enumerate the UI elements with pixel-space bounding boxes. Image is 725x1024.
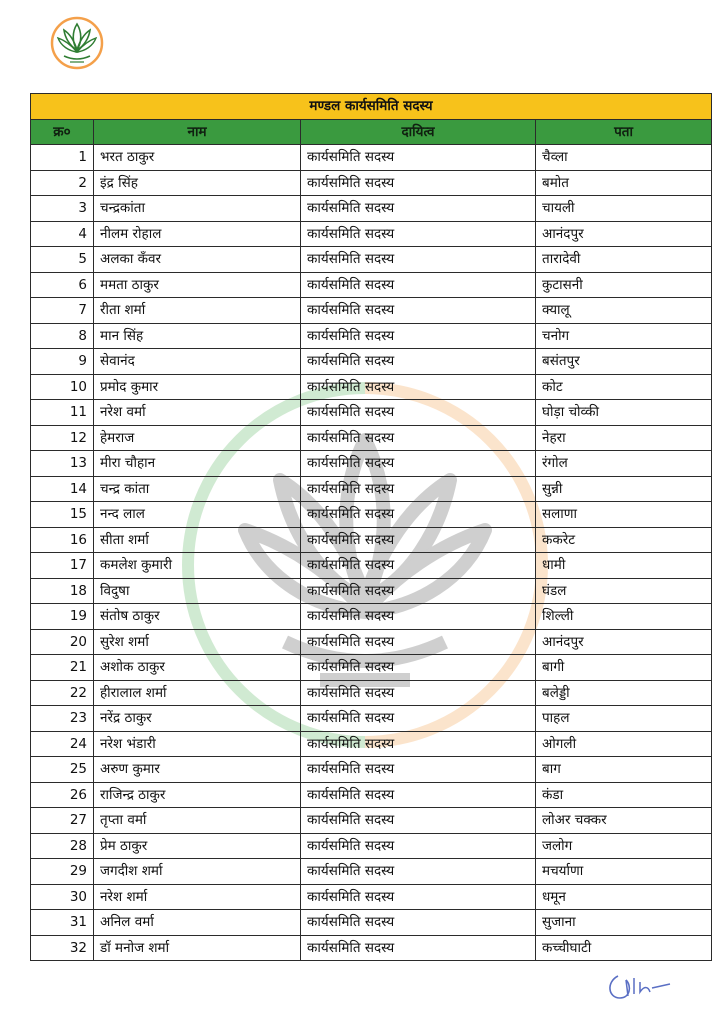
row-name: अनिल वर्मा — [94, 910, 301, 936]
table-row — [31, 680, 712, 706]
row-address: ककरेट — [536, 527, 712, 553]
row-role: कार्यसमिति सदस्य — [301, 298, 536, 324]
row-address: रंगोल — [536, 451, 712, 477]
row-role: कार्यसमिति सदस्य — [301, 374, 536, 400]
row-sn: 20 — [31, 629, 94, 655]
row-name: रीता शर्मा — [94, 298, 301, 324]
row-sn: 9 — [31, 349, 94, 375]
row-address: ओगली — [536, 731, 712, 757]
row-role: कार्यसमिति सदस्य — [301, 476, 536, 502]
row-role: कार्यसमिति सदस्य — [301, 604, 536, 630]
row-name: सुरेश शर्मा — [94, 629, 301, 655]
table-row — [31, 451, 712, 477]
row-sn: 21 — [31, 655, 94, 681]
row-role: कार्यसमिति सदस्य — [301, 400, 536, 426]
row-address: शिल्ली — [536, 604, 712, 630]
row-address: बमोत — [536, 170, 712, 196]
lotus-logo-icon — [50, 16, 104, 74]
table-row — [31, 578, 712, 604]
header-name: नाम — [94, 119, 301, 145]
row-address: पाहल — [536, 706, 712, 732]
row-sn: 2 — [31, 170, 94, 196]
row-name: मान सिंह — [94, 323, 301, 349]
row-name: नीलम रोहाल — [94, 221, 301, 247]
table-row — [31, 400, 712, 426]
row-name: अशोक ठाकुर — [94, 655, 301, 681]
row-sn: 32 — [31, 935, 94, 961]
table-row — [31, 196, 712, 222]
row-role: कार्यसमिति सदस्य — [301, 782, 536, 808]
header-address: पता — [536, 119, 712, 145]
row-name: सीता शर्मा — [94, 527, 301, 553]
row-role: कार्यसमिति सदस्य — [301, 553, 536, 579]
row-sn: 3 — [31, 196, 94, 222]
row-name: इंद्र सिंह — [94, 170, 301, 196]
row-address: धामी — [536, 553, 712, 579]
row-sn: 27 — [31, 808, 94, 834]
row-name: अरुण कुमार — [94, 757, 301, 783]
row-address: नेहरा — [536, 425, 712, 451]
row-name: नरेश वर्मा — [94, 400, 301, 426]
row-sn: 17 — [31, 553, 94, 579]
table-row — [31, 782, 712, 808]
row-sn: 23 — [31, 706, 94, 732]
table-row — [31, 910, 712, 936]
table-row — [31, 527, 712, 553]
row-role: कार्यसमिति सदस्य — [301, 451, 536, 477]
row-role: कार्यसमिति सदस्य — [301, 425, 536, 451]
row-name: जगदीश शर्मा — [94, 859, 301, 885]
row-name: विदुषा — [94, 578, 301, 604]
row-address: मचर्याणा — [536, 859, 712, 885]
header-role: दायित्व — [301, 119, 536, 145]
row-address: चनोग — [536, 323, 712, 349]
row-address: बागी — [536, 655, 712, 681]
row-name: नरेश भंडारी — [94, 731, 301, 757]
row-sn: 6 — [31, 272, 94, 298]
row-name: तृप्ता वर्मा — [94, 808, 301, 834]
row-name: संतोष ठाकुर — [94, 604, 301, 630]
row-role: कार्यसमिति सदस्य — [301, 349, 536, 375]
row-sn: 30 — [31, 884, 94, 910]
table-row — [31, 553, 712, 579]
row-sn: 29 — [31, 859, 94, 885]
row-sn: 22 — [31, 680, 94, 706]
row-sn: 26 — [31, 782, 94, 808]
row-name: चन्द्रकांता — [94, 196, 301, 222]
row-sn: 16 — [31, 527, 94, 553]
table-row — [31, 706, 712, 732]
row-role: कार्यसमिति सदस्य — [301, 170, 536, 196]
row-sn: 14 — [31, 476, 94, 502]
row-name: नरेश शर्मा — [94, 884, 301, 910]
row-address: लोअर चक्कर — [536, 808, 712, 834]
row-name: प्रमोद कुमार — [94, 374, 301, 400]
table-header-row — [31, 119, 712, 145]
row-sn: 12 — [31, 425, 94, 451]
table-row — [31, 374, 712, 400]
table-row — [31, 221, 712, 247]
row-role: कार्यसमिति सदस्य — [301, 680, 536, 706]
row-name: चन्द्र कांता — [94, 476, 301, 502]
row-sn: 13 — [31, 451, 94, 477]
table-row — [31, 604, 712, 630]
row-role: कार्यसमिति सदस्य — [301, 502, 536, 528]
table-row — [31, 349, 712, 375]
member-table — [30, 93, 712, 961]
row-sn: 19 — [31, 604, 94, 630]
row-sn: 5 — [31, 247, 94, 273]
row-address: कुटासनी — [536, 272, 712, 298]
table-row — [31, 323, 712, 349]
row-sn: 11 — [31, 400, 94, 426]
row-address: तारादेवी — [536, 247, 712, 273]
row-name: ममता ठाकुर — [94, 272, 301, 298]
row-address: जलोग — [536, 833, 712, 859]
row-address: घंडल — [536, 578, 712, 604]
table-row — [31, 629, 712, 655]
row-sn: 15 — [31, 502, 94, 528]
row-name: नन्द लाल — [94, 502, 301, 528]
row-address: आनंदपुर — [536, 629, 712, 655]
row-role: कार्यसमिति सदस्य — [301, 145, 536, 171]
table-row — [31, 757, 712, 783]
table-row — [31, 884, 712, 910]
row-name: नरेंद्र ठाकुर — [94, 706, 301, 732]
row-address: बलेड्डी — [536, 680, 712, 706]
row-address: बसंतपुर — [536, 349, 712, 375]
table-row — [31, 476, 712, 502]
row-role: कार्यसमिति सदस्य — [301, 196, 536, 222]
row-sn: 8 — [31, 323, 94, 349]
row-address: सुजाना — [536, 910, 712, 936]
row-sn: 1 — [31, 145, 94, 171]
row-sn: 28 — [31, 833, 94, 859]
row-address: धमून — [536, 884, 712, 910]
row-address: बाग — [536, 757, 712, 783]
table-row — [31, 247, 712, 273]
row-role: कार्यसमिति सदस्य — [301, 247, 536, 273]
row-address: कंडा — [536, 782, 712, 808]
table-title-row — [31, 94, 712, 120]
table-row — [31, 425, 712, 451]
row-role: कार्यसमिति सदस्य — [301, 706, 536, 732]
row-role: कार्यसमिति सदस्य — [301, 833, 536, 859]
row-sn: 4 — [31, 221, 94, 247]
row-role: कार्यसमिति सदस्य — [301, 757, 536, 783]
row-name: कमलेश कुमारी — [94, 553, 301, 579]
table-row — [31, 502, 712, 528]
row-sn: 31 — [31, 910, 94, 936]
table-title: मण्डल कार्यसमिति सदस्य — [31, 94, 712, 120]
table-row — [31, 935, 712, 961]
table-row — [31, 272, 712, 298]
row-role: कार्यसमिति सदस्य — [301, 221, 536, 247]
row-role: कार्यसमिति सदस्य — [301, 655, 536, 681]
row-role: कार्यसमिति सदस्य — [301, 527, 536, 553]
row-address: आनंदपुर — [536, 221, 712, 247]
row-name: प्रेम ठाकुर — [94, 833, 301, 859]
table-row — [31, 808, 712, 834]
row-name: राजिन्द्र ठाकुर — [94, 782, 301, 808]
row-address: सलाणा — [536, 502, 712, 528]
row-role: कार्यसमिति सदस्य — [301, 629, 536, 655]
row-sn: 24 — [31, 731, 94, 757]
row-name: भरत ठाकुर — [94, 145, 301, 171]
row-name: सेवानंद — [94, 349, 301, 375]
row-sn: 7 — [31, 298, 94, 324]
row-name: अलका कँवर — [94, 247, 301, 273]
table-row — [31, 655, 712, 681]
row-address: चायली — [536, 196, 712, 222]
row-address: चैव्ला — [536, 145, 712, 171]
row-address: घोड़ा चोव्की — [536, 400, 712, 426]
row-role: कार्यसमिति सदस्य — [301, 731, 536, 757]
row-address: सुन्नी — [536, 476, 712, 502]
row-name: हेमराज — [94, 425, 301, 451]
header-sn: क्र० — [31, 119, 94, 145]
row-name: डॉ मनोज शर्मा — [94, 935, 301, 961]
row-name: मीरा चौहान — [94, 451, 301, 477]
table-row — [31, 298, 712, 324]
row-name: हीरालाल शर्मा — [94, 680, 301, 706]
row-role: कार्यसमिति सदस्य — [301, 272, 536, 298]
row-role: कार्यसमिति सदस्य — [301, 935, 536, 961]
row-sn: 25 — [31, 757, 94, 783]
row-role: कार्यसमिति सदस्य — [301, 808, 536, 834]
table-row — [31, 859, 712, 885]
row-role: कार्यसमिति सदस्य — [301, 859, 536, 885]
row-role: कार्यसमिति सदस्य — [301, 884, 536, 910]
table-row — [31, 145, 712, 171]
row-address: क्यालू — [536, 298, 712, 324]
table-row — [31, 170, 712, 196]
table-row — [31, 731, 712, 757]
table-row — [31, 833, 712, 859]
row-role: कार्यसमिति सदस्य — [301, 323, 536, 349]
row-sn: 18 — [31, 578, 94, 604]
row-role: कार्यसमिति सदस्य — [301, 578, 536, 604]
row-role: कार्यसमिति सदस्य — [301, 910, 536, 936]
row-address: कोट — [536, 374, 712, 400]
row-address: कच्चीघाटी — [536, 935, 712, 961]
signature-icon — [604, 968, 674, 1004]
row-sn: 10 — [31, 374, 94, 400]
